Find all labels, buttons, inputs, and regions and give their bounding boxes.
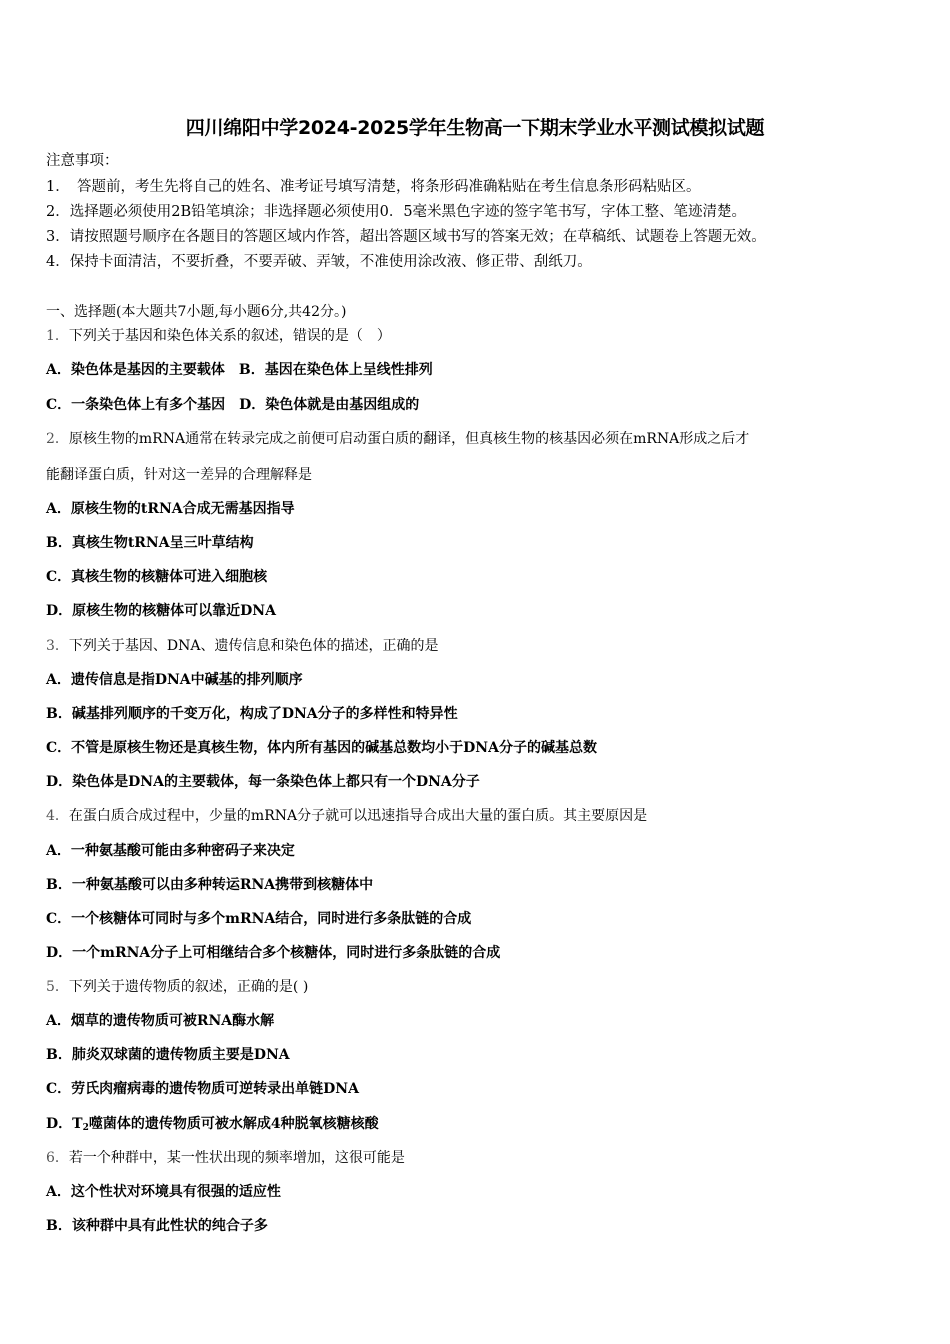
- option-b: B．肺炎双球菌的遗传物质主要是DNA: [46, 1047, 290, 1063]
- option-d: [46, 1115, 906, 1137]
- option-b: B．真核生物tRNA呈三叶草结构: [46, 535, 254, 551]
- option-c: C．一个核糖体可同时与多个mRNA结合，同时进行多条肽链的合成: [46, 911, 472, 927]
- question-3: [46, 637, 906, 655]
- question-stem: 下列关于基因和染色体关系的叙述，错误的是（ ）: [68, 328, 391, 344]
- question-6: [46, 1149, 906, 1167]
- question-stem-continued: 能翻译蛋白质，针对这一差异的合理解释是: [46, 467, 312, 483]
- option-line: A．染色体是基因的主要载体 B．基因在染色体上呈线性排列: [46, 362, 433, 378]
- section-heading: 一、选择题(本大题共7小题,每小题6分,共42分。): [46, 304, 347, 320]
- option-a: A．这个性状对环境具有很强的适应性: [46, 1184, 281, 1200]
- question-1: [46, 327, 906, 345]
- notice-heading: 注意事项：: [46, 153, 119, 169]
- question-stem: 在蛋白质合成过程中，少量的mRNA分子就可以迅速指导合成出大量的蛋白质。其主要原因是: [68, 808, 648, 824]
- notice-item-2: 2．选择题必须使用2B铅笔填涂；非选择题必须使用0．5毫米黑色字迹的签字笔书写，字体工整、笔迹清楚。: [46, 204, 747, 220]
- question-number: 3．: [46, 638, 69, 654]
- option-a: A．烟草的遗传物质可被RNA酶水解: [46, 1013, 275, 1029]
- option-d: D．染色体是DNA的主要载体，每一条染色体上都只有一个DNA分子: [46, 774, 480, 790]
- option-c: C．不管是原核生物还是真核生物，体内所有基因的碱基总数均小于DNA分子的碱基总数: [46, 740, 597, 756]
- option-line: C．一条染色体上有多个基因 D．染色体就是由基因组成的: [46, 397, 420, 413]
- notice-item-4: 4．保持卡面清洁，不要折叠，不要弄破、弄皱，不准使用涂改液、修正带、刮纸刀。: [46, 254, 592, 270]
- option-d: D．原核生物的核糖体可以靠近DNA: [46, 603, 276, 619]
- question-number: 1．: [46, 328, 69, 344]
- notice-item-1: 1． 答题前，考生先将自己的姓名、准考证号填写清楚，将条形码准确粘贴在考生信息条形码粘贴区。: [46, 179, 701, 195]
- option-c: C．劳氏肉瘤病毒的遗传物质可逆转录出单链DNA: [46, 1081, 359, 1097]
- option-c: C．真核生物的核糖体可进入细胞核: [46, 569, 268, 585]
- subscript: 2: [82, 1123, 89, 1133]
- question-stem: 下列关于基因、DNA、遗传信息和染色体的描述，正确的是: [68, 638, 439, 654]
- question-4: [46, 807, 906, 825]
- option-b: B．该种群中具有此性状的纯合子多: [46, 1218, 268, 1234]
- question-2: [46, 430, 906, 448]
- question-stem: 原核生物的mRNA通常在转录完成之前便可启动蛋白质的翻译，但真核生物的核基因必须在mRNA形成之后才: [68, 431, 750, 447]
- notice-item-3: 3．请按照题号顺序在各题目的答题区域内作答，超出答题区域书写的答案无效；在草稿纸、试题卷上答题无效。: [46, 229, 766, 245]
- question-number: 6．: [46, 1150, 69, 1166]
- option-b: B．一种氨基酸可以由多种转运RNA携带到核糖体中: [46, 877, 374, 893]
- question-number: 2．: [46, 431, 69, 447]
- option-a: A．原核生物的tRNA合成无需基因指导: [46, 501, 295, 517]
- question-number: 4．: [46, 808, 69, 824]
- question-5: [46, 978, 906, 996]
- option-b: B．碱基排列顺序的千变万化，构成了DNA分子的多样性和特异性: [46, 706, 458, 722]
- option-d-text: 噬菌体的遗传物质可被水解成4种脱氧核糖核酸: [88, 1116, 379, 1132]
- option-d-prefix: D．T: [46, 1116, 83, 1132]
- option-a: A．遗传信息是指DNA中碱基的排列顺序: [46, 672, 303, 688]
- question-number: 5．: [46, 979, 69, 995]
- question-stem: 下列关于遗传物质的叙述，正确的是( ): [68, 979, 309, 995]
- option-a: A．一种氨基酸可能由多种密码子来决定: [46, 843, 295, 859]
- question-stem: 若一个种群中，某一性状出现的频率增加，这很可能是: [68, 1150, 405, 1166]
- page-title: 四川绵阳中学2024-2025学年生物高一下期末学业水平测试模拟试题: [185, 117, 765, 139]
- option-d: D．一个mRNA分子上可相继结合多个核糖体，同时进行多条肽链的合成: [46, 945, 501, 961]
